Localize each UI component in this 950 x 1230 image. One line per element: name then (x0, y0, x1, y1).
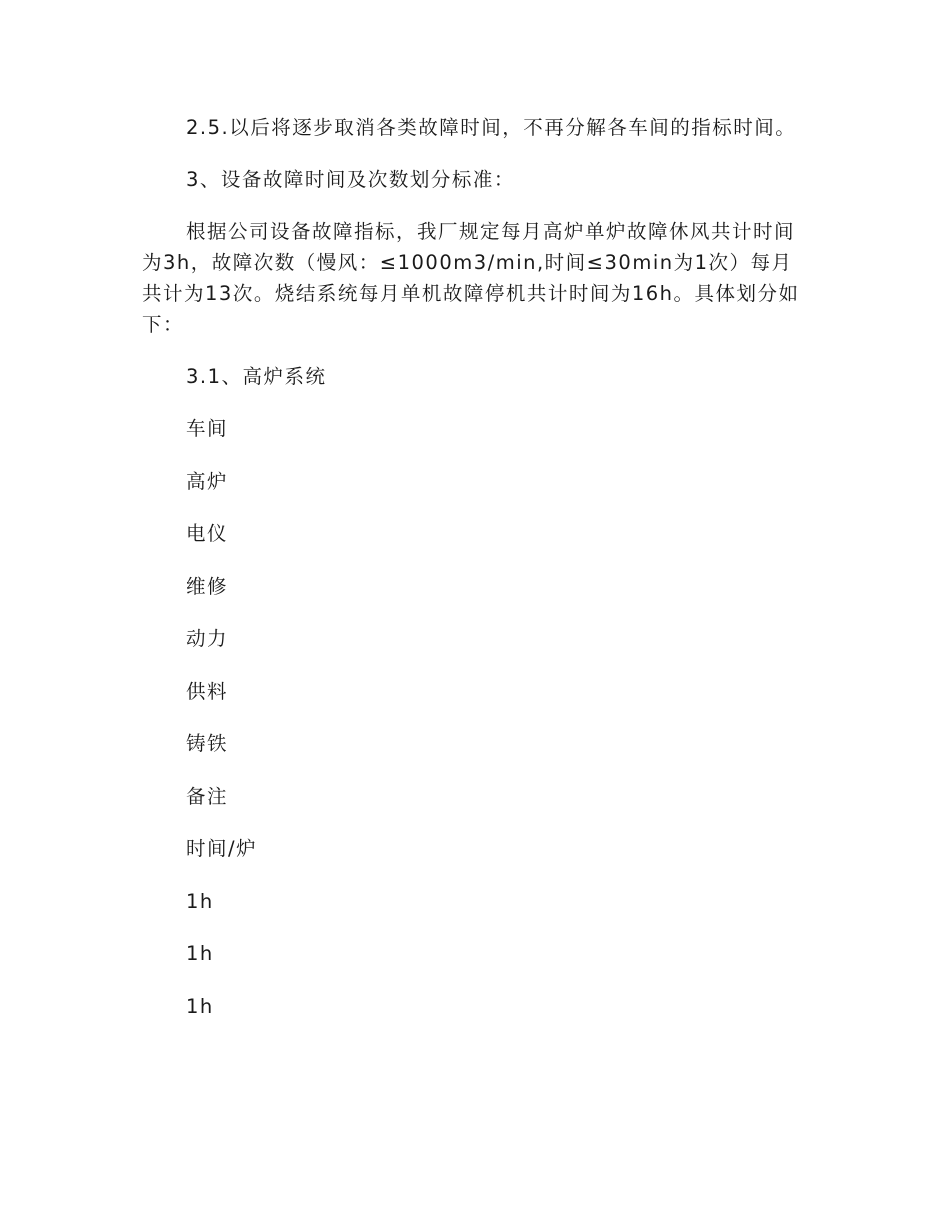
table-cell-material-supply: 供料 (186, 679, 229, 703)
table-cell-value: 1h (186, 942, 214, 965)
table-cell-blast-furnace: 高炉 (186, 469, 229, 493)
table-cell-power: 动力 (186, 627, 229, 650)
table-cell-value: 1h (186, 994, 214, 1018)
section-heading-3: 3、设备故障时间及次数划分标准： (186, 168, 515, 191)
table-cell-time-per-furnace: 时间/炉 (186, 837, 258, 860)
subsection-heading-3-1: 3.1、高炉系统 (186, 365, 327, 388)
table-cell-workshop: 车间 (186, 417, 229, 440)
paragraph-2-5: 2.5.以后将逐步取消各类故障时间，不再分解各车间的指标时间。 (186, 116, 797, 139)
table-cell-electrical: 电仪 (186, 522, 229, 545)
paragraph-fault-standard: 根据公司设备故障指标，我厂规定每月高炉单炉故障休风共计时间为3h，故障次数（慢风：≤1000m3/min,时间≤30min为1次）每月共计为13次。烧结系统每月单机故障停机共计时间为16h。具体划分如下： (142, 220, 800, 336)
table-cell-casting: 铸铁 (186, 732, 229, 755)
table-cell-remarks: 备注 (186, 784, 229, 808)
table-cell-maintenance: 维修 (186, 574, 229, 598)
table-cell-value: 1h (186, 889, 214, 913)
document-body (142, 112, 807, 1043)
